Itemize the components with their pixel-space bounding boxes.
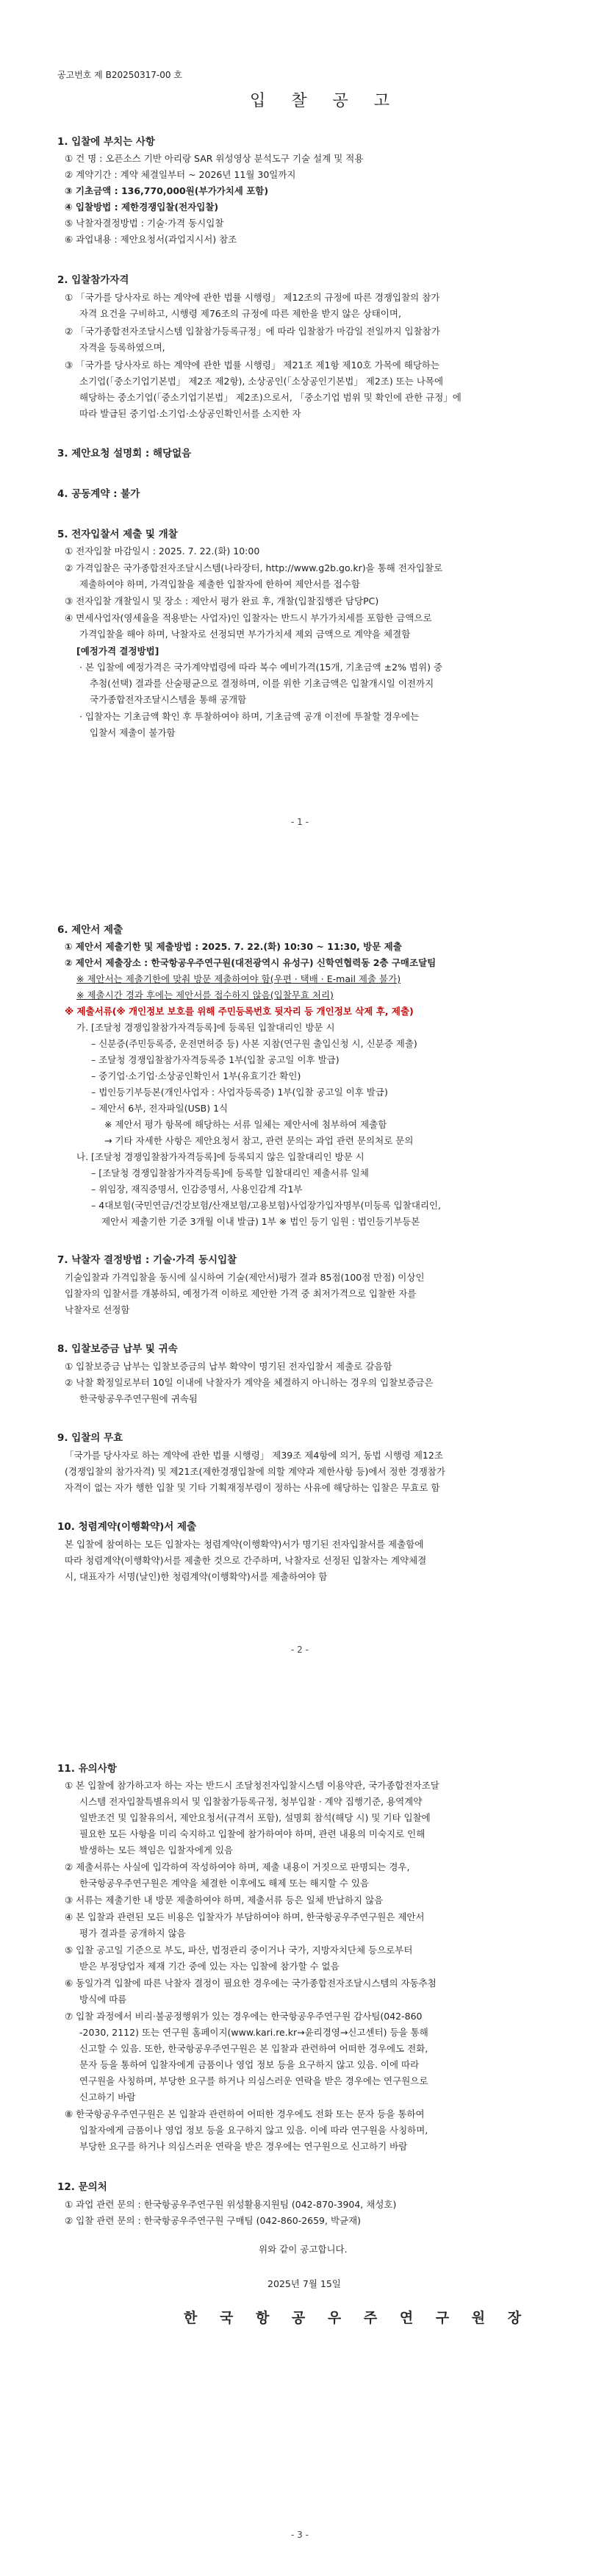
closing-sentence: 위와 같이 공고합니다. — [259, 2244, 348, 2255]
s6-line: – 중기업·소기업·소상공인확인서 1부(유효기간 확인) — [91, 1070, 301, 1081]
s6-line: – [조달청 경쟁입찰참가자격등록]에 등록할 입찰대리인 제출서류 일체 — [91, 1167, 369, 1178]
s9-line: 자격이 없는 자가 행한 입찰 및 기타 기획재정부령이 정하는 사유에 해당하는 입찰은 무효로 함 — [65, 1482, 440, 1493]
s10-line: 시, 대표자가 서명(날인)한 청렴계약(이행확약)서를 제출하여야 함 — [65, 1571, 328, 1582]
s11-line: 시스템 전자입찰특별유의서 및 입찰참가등록규정, 청부입찰 · 계약 집행기준, 용역계약 — [79, 1796, 423, 1807]
s10-line: 따라 청렴계약(이행확약)서를 제출한 것으로 간주하며, 낙찰자로 선정된 입찰자는 계약체결 — [65, 1555, 427, 1566]
s6-line: – 신분증(주민등록증, 운전면허증 등) 사본 지참(연구원 출입신청 시, 신분증 제출) — [91, 1038, 417, 1049]
s5-subheading: [예정가격 결정방법] — [76, 645, 159, 656]
section-1-heading: 1. 입찰에 부치는 사항 — [57, 136, 155, 148]
signatory: 한 국 항 공 우 주 연 구 원 장 — [184, 2310, 531, 2326]
s6-line: – 4대보험(국민연금/건강보험/산재보험/고용보험)사업장가입자명부(미등록 입찰대리인, — [91, 1200, 442, 1211]
s11-line: 일반조건 및 입찰유의서, 제안요청서(규격서 포함), 설명회 참석(해당 시) 및 기타 입찰에 — [79, 1812, 431, 1823]
section-12-heading: 12. 문의처 — [57, 2181, 107, 2193]
section-11-heading: 11. 유의사항 — [57, 1763, 117, 1775]
s11-line: -2030, 2112) 또는 연구원 홈페이지(www.kari.re.kr→윤리경영→신고센터) 등을 통해 — [79, 2027, 428, 2038]
s8-line: 한국항공우주연구원에 귀속됨 — [79, 1393, 198, 1404]
notice-date: 2025년 7월 15일 — [267, 2278, 341, 2289]
s6-line: – 제안서 6부, 전자파일(USB) 1식 — [91, 1103, 229, 1114]
page-number: - 1 - — [291, 817, 309, 827]
s9-line: (경쟁입찰의 참가자격) 및 제21조(제한경쟁입찰에 의할 계약과 제한사항 등)에서 정한 경쟁참가 — [65, 1466, 445, 1477]
s11-line: ⑦ 입찰 과정에서 비리·불공정행위가 있는 경우에는 한국항공우주연구원 감사팀(042-860 — [65, 2011, 423, 2022]
s6-line: ① 제안서 제출기한 및 제출방법 : 2025. 7. 22.(화) 10:30 ~ 11:30, 방문 제출 — [65, 941, 402, 952]
s11-line: 평가 결과를 공개하지 않음 — [79, 1928, 186, 1939]
s6-item-b: 나. [조달청 경쟁입찰참가자격등록]에 등록되지 않은 입찰대리인 방문 시 — [76, 1151, 364, 1162]
s6-line: – 위임장, 재직증명서, 인감증명서, 사용인감계 각1부 — [91, 1184, 303, 1195]
s11-line: 발생하는 모든 책임은 입찰자에게 있음 — [79, 1845, 234, 1856]
s11-line: ⑥ 동일가격 입찰에 따른 낙찰자 결정이 필요한 경우에는 국가종합전자조달시스템의 자동추첨 — [65, 1978, 437, 1989]
s6-line: – 법인등기부등본(개인사업자 : 사업자등록증) 1부(입찰 공고일 이후 발급) — [91, 1087, 388, 1098]
s11-line: ④ 본 입찰과 관련된 모든 비용은 입찰자가 부담하여야 하며, 한국항공우주연구원은 제안서 — [65, 1911, 425, 1922]
s2-line: 자격 요건을 구비하고, 시행령 제76조의 규정에 따른 제한을 받지 않은 상태이며, — [79, 308, 401, 319]
s6-line: – 조달청 경쟁입찰참가자격등록증 1부(입찰 공고일 이후 발급) — [91, 1054, 340, 1065]
s2-line: ③ 「국가를 당사자로 하는 계약에 관한 법률 시행령」 제21조 제1항 제10호 가목에 해당하는 — [65, 359, 440, 371]
s6-line: → 기타 자세한 사항은 제안요청서 참고, 관련 문의는 과업 관련 문의처로 문의 — [104, 1135, 414, 1146]
s7-line: 낙찰자로 선정함 — [65, 1304, 130, 1315]
s1-line: ① 건 명 : 오픈소스 기반 아리랑 SAR 위성영상 분석도구 기술 설계 및 적용 — [65, 153, 364, 164]
s7-line: 기술입찰과 가격입찰을 동시에 실시하여 기술(제안서)평가 결과 85점(100점 만점) 이상인 — [65, 1272, 425, 1283]
s5-line: 가격입찰을 해야 하며, 낙찰자로 선정되면 부가가치세 제외 금액으로 계약을 체결함 — [79, 629, 411, 640]
s11-line: ② 제출서류는 사실에 입각하여 작성하여야 하며, 제출 내용이 거짓으로 판명되는 경우, — [65, 1861, 410, 1872]
s11-line: 문자 등을 통하여 입찰자에게 금품이나 영업 정보 등을 요구하지 않고 있음. 이에 따라 — [79, 2059, 420, 2070]
notice-number: 공고번호 제 B20250317-00 호 — [57, 70, 182, 80]
s6-note: ※ 제안서는 제출기한에 맞춰 방문 제출하여야 함(우편 · 택배 · E-mail 제출 불가) — [76, 973, 401, 984]
s9-line: 「국가를 당사자로 하는 계약에 관한 법률 시행령」 제39조 제4항에 의거, 동법 시행령 제12조 — [65, 1450, 443, 1461]
s11-line: 한국항공우주연구원은 계약을 체결한 이후에도 해제 또는 해지할 수 있음 — [79, 1878, 370, 1889]
s11-line: ③ 서류는 제출기한 내 방문 제출하여야 하며, 제출서류 등은 일체 반납하지 않음 — [65, 1895, 384, 1906]
s2-line: 해당하는 중소기업(「중소기업기본법」 제2조)으로서, 「중소기업 범위 및 확인에 관한 규정」에 — [79, 392, 461, 403]
s2-line: 소기업(「중소기업기본법」 제2조 제2항), 소상공인(「소상공인기본법」 제2조) 또는 나목에 — [79, 376, 444, 387]
s11-line: 부당한 요구를 하거나 의심스러운 연락을 받은 경우에는 연구원으로 신고하기 바람 — [79, 2141, 408, 2152]
s5-line: ② 가격입찰은 국가종합전자조달시스템(나라장터, http://www.g2b.go.kr)을 통해 전자입찰로 — [65, 562, 443, 573]
page-number: - 3 - — [291, 2530, 309, 2540]
s11-line: ① 본 입찰에 참가하고자 하는 자는 반드시 조달청전자입찰시스템 이용약관, 국가종합전자조달 — [65, 1780, 439, 1791]
s2-line: ② 「국가종합전자조달시스템 입찰참가등록규정」에 따라 입찰참가 마감일 전일까지 입찰참가 — [65, 326, 440, 337]
s6-note: ※ 제출시간 경과 후에는 제안서를 접수하지 않음(입찰무효 처리) — [76, 990, 334, 1001]
s12-line: ① 과업 관련 문의 : 한국항공우주연구원 위성활용지원팀 (042-870-3904, 채성호) — [65, 2199, 397, 2210]
section-9-heading: 9. 입찰의 무효 — [57, 1432, 123, 1444]
section-3-heading: 3. 제안요청 설명회 : 해당없음 — [57, 448, 192, 459]
s7-line: 입찰자의 입찰서를 개봉하되, 예정가격 이하로 제안한 가격 중 최저가격으로 입찰한 자를 — [65, 1288, 417, 1299]
s5-line: 국가종합전자조달시스템을 통해 공개함 — [90, 694, 247, 705]
s11-line: 입찰자에게 금품이나 영업 정보 등을 요구하지 않고 있음. 이에 따라 연구원을 사칭하며, — [79, 2125, 428, 2136]
s2-line: 자격을 등록하였으며, — [79, 342, 165, 353]
s5-line: 입찰서 제출이 불가함 — [90, 727, 176, 738]
section-4-heading: 4. 공동계약 : 불가 — [57, 488, 140, 500]
section-10-heading: 10. 청렴계약(이행확약)서 제출 — [57, 1521, 197, 1533]
s5-line: ④ 면세사업자(영세율을 적용받는 사업자)인 입찰자는 반드시 부가가치세를 포함한 금액으로 — [65, 612, 432, 623]
page-number: - 2 - — [291, 1645, 309, 1655]
s6-line: ※ 제안서 평가 항목에 해당하는 서류 일체는 제안서에 첨부하여 제출함 — [104, 1119, 387, 1130]
s5-line: · 입찰자는 기초금액 확인 후 투찰하여야 하며, 기초금액 공개 이전에 투찰할 경우에는 — [79, 711, 420, 722]
s1-line: ④ 입찰방법 : 제한경쟁입찰(전자입찰) — [65, 201, 219, 212]
s5-line: 제출하여야 하며, 가격입찰을 제출한 입찰자에 한하여 제안서를 접수함 — [79, 579, 360, 590]
section-8-heading: 8. 입찰보증금 납부 및 귀속 — [57, 1343, 178, 1355]
s6-warning: ※ 제출서류(※ 개인정보 보호를 위해 주민등록번호 뒷자리 등 개인정보 삭제 후, 제출) — [65, 1006, 414, 1017]
s1-line: ⑥ 과업내용 : 제안요청서(과업지시서) 참조 — [65, 234, 237, 245]
s11-line: 연구원을 사칭하며, 부당한 요구를 하거나 의심스러운 연락을 받은 경우에는 연구원으로 — [79, 2075, 428, 2086]
s11-line: ⑧ 한국항공우주연구원은 본 입찰과 관련하여 어떠한 경우에도 전화 또는 문자 등을 통하여 — [65, 2108, 425, 2119]
s5-line: ③ 전자입찰 개찰일시 및 장소 : 제안서 평가 완료 후, 개찰(입찰집행관 담당PC) — [65, 595, 379, 607]
s11-line: 신고할 수 있음. 또한, 한국항공우주연구원은 본 입찰과 관련하여 어떠한 경우에도 전화, — [79, 2043, 428, 2054]
s5-line: 추첨(선택) 결과를 산술평균으로 결정하며, 이를 위한 기초금액은 입찰개시일 이전까지 — [90, 678, 434, 689]
s11-line: 필요한 모든 사항을 미리 숙지하고 입찰에 참가하여야 하며, 관련 내용의 미숙지로 인해 — [79, 1828, 425, 1839]
s1-line: ② 계약기간 : 계약 체결일부터 ~ 2026년 11월 30일까지 — [65, 169, 296, 180]
s8-line: ② 낙찰 확정일로부터 10일 이내에 낙찰자가 계약을 체결하지 아니하는 경우의 입찰보증금은 — [65, 1377, 434, 1388]
s2-line: ① 「국가를 당사자로 하는 계약에 관한 법률 시행령」 제12조의 규정에 따른 경쟁입찰의 참가 — [65, 292, 440, 303]
s11-line: 방식에 따름 — [79, 1994, 127, 2005]
s6-line: 제안서 제출기한 기준 3개월 이내 발급) 1부 ※ 법인 등기 임원 : 법인등기부등본 — [101, 1216, 420, 1227]
s5-line: · 본 입찰에 예정가격은 국가계약법령에 따라 복수 예비가격(15개, 기초금액 ±2% 범위) 중 — [79, 662, 443, 673]
document-title: 입 찰 공 고 — [250, 92, 400, 110]
section-5-heading: 5. 전자입찰서 제출 및 개찰 — [57, 529, 178, 540]
s11-line: 신고하기 바람 — [79, 2092, 136, 2103]
s1-line: ⑤ 낙찰자결정방법 : 기술·가격 동시입찰 — [65, 218, 224, 229]
s8-line: ① 입찰보증금 납부는 입찰보증금의 납부 확약이 명기된 전자입찰서 제출로 갈음함 — [65, 1361, 392, 1372]
section-7-heading: 7. 낙찰자 결정방법 : 기술·가격 동시입찰 — [57, 1254, 237, 1266]
s5-line: ① 전자입찰 마감일시 : 2025. 7. 22.(화) 10:00 — [65, 545, 260, 557]
s10-line: 본 입찰에 참여하는 모든 입찰자는 청렴계약(이행확약)서가 명기된 전자입찰서를 제출함에 — [65, 1539, 424, 1550]
s11-line: ⑤ 입찰 공고일 기준으로 부도, 파산, 법정관리 중이거나 국가, 지방자치단체 등으로부터 — [65, 1944, 413, 1956]
s1-line: ③ 기초금액 : 136,770,000원(부가가치세 포함) — [65, 185, 269, 196]
section-2-heading: 2. 입찰참가자격 — [57, 274, 129, 286]
s6-line: ② 제안서 제출장소 : 한국항공우주연구원(대전광역시 유성구) 신학연협력동 2층 구매조달팀 — [65, 957, 437, 968]
s2-line: 따라 발급된 중기업·소기업·소상공인확인서를 소지한 자 — [79, 408, 301, 419]
s6-item-a: 가. [조달청 경쟁입찰참가자격등록]에 등록된 입찰대리인 방문 시 — [76, 1022, 335, 1033]
s11-line: 받은 부정당업자 제재 기간 중에 있는 자는 입찰에 참가할 수 없음 — [79, 1961, 340, 1972]
s12-line: ② 입찰 관련 문의 : 한국항공우주연구원 구매팀 (042-860-2659, 박균재) — [65, 2215, 362, 2226]
section-6-heading: 6. 제안서 제출 — [57, 924, 123, 936]
